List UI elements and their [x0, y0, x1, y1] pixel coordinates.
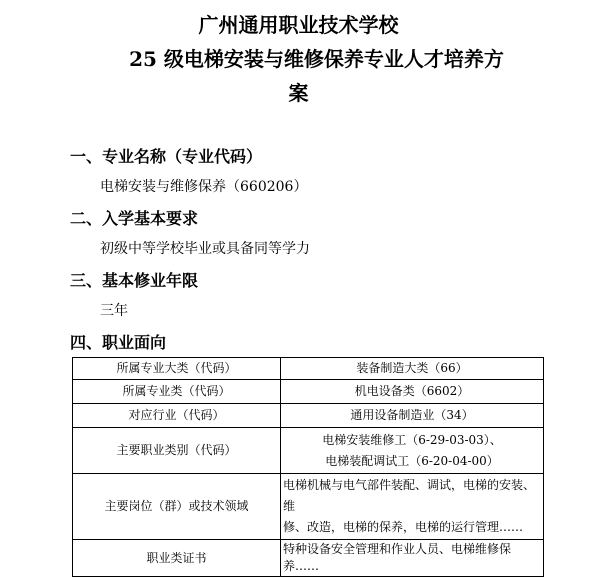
section-heading-admission: 二、入学基本要求 — [70, 209, 199, 228]
table-cell-value-line: 电梯安装维修工（6-29-03-03）、 — [322, 432, 502, 447]
table-cell-label: 主要岗位（群）或技术领域 — [73, 474, 281, 540]
section-heading-duration: 三、基本修业年限 — [70, 271, 199, 290]
table-cell-value: 机电设备类（6602） — [281, 380, 544, 404]
table-cell-value-line: 电梯装配调试工（6-20-04-00） — [325, 453, 499, 468]
doc-title-line-1: 广州通用职业技术学校 — [198, 13, 399, 37]
table-cell-value: 装备制造大类（66） — [281, 358, 544, 380]
section-heading-major: 一、专业名称（专业代码） — [70, 147, 263, 166]
table-cell-label: 对应行业（代码） — [73, 404, 281, 428]
table-cell-label: 所属专业类（代码） — [73, 380, 281, 404]
table-cell-value — [281, 428, 544, 474]
career-table — [72, 357, 544, 577]
section-text-duration: 三年 — [100, 303, 128, 319]
doc-title-line-3: 案 — [288, 81, 309, 105]
table-cell-label: 主要职业类别（代码） — [73, 428, 281, 474]
table-row — [73, 358, 544, 380]
table-cell-value: 特种设备安全管理和作业人员、电梯维修保养…… — [281, 540, 544, 577]
table-cell-value: 通用设备制造业（34） — [281, 404, 544, 428]
section-text-admission: 初级中等学校毕业或具备同等学力 — [100, 241, 310, 257]
table-cell-value-line: 电梯机械与电气部件装配、调试，电梯的安装、维 — [283, 478, 536, 513]
table-cell-value-line: 修、改造，电梯的保养，电梯的运行管理…… — [283, 520, 524, 534]
table-row — [73, 380, 544, 404]
table-row — [73, 428, 544, 474]
table-cell-value — [281, 474, 544, 540]
doc-title-line-2: 25 级电梯安装与维修保养专业人才培养方 — [129, 47, 504, 71]
table-row — [73, 404, 544, 428]
table-cell-label: 所属专业大类（代码） — [73, 358, 281, 380]
table-row — [73, 540, 544, 577]
table-row — [73, 474, 544, 540]
table-cell-label: 职业类证书 — [73, 540, 281, 577]
section-text-major: 电梯安装与维修保养（660206） — [100, 179, 308, 195]
section-heading-career: 四、职业面向 — [70, 333, 167, 352]
